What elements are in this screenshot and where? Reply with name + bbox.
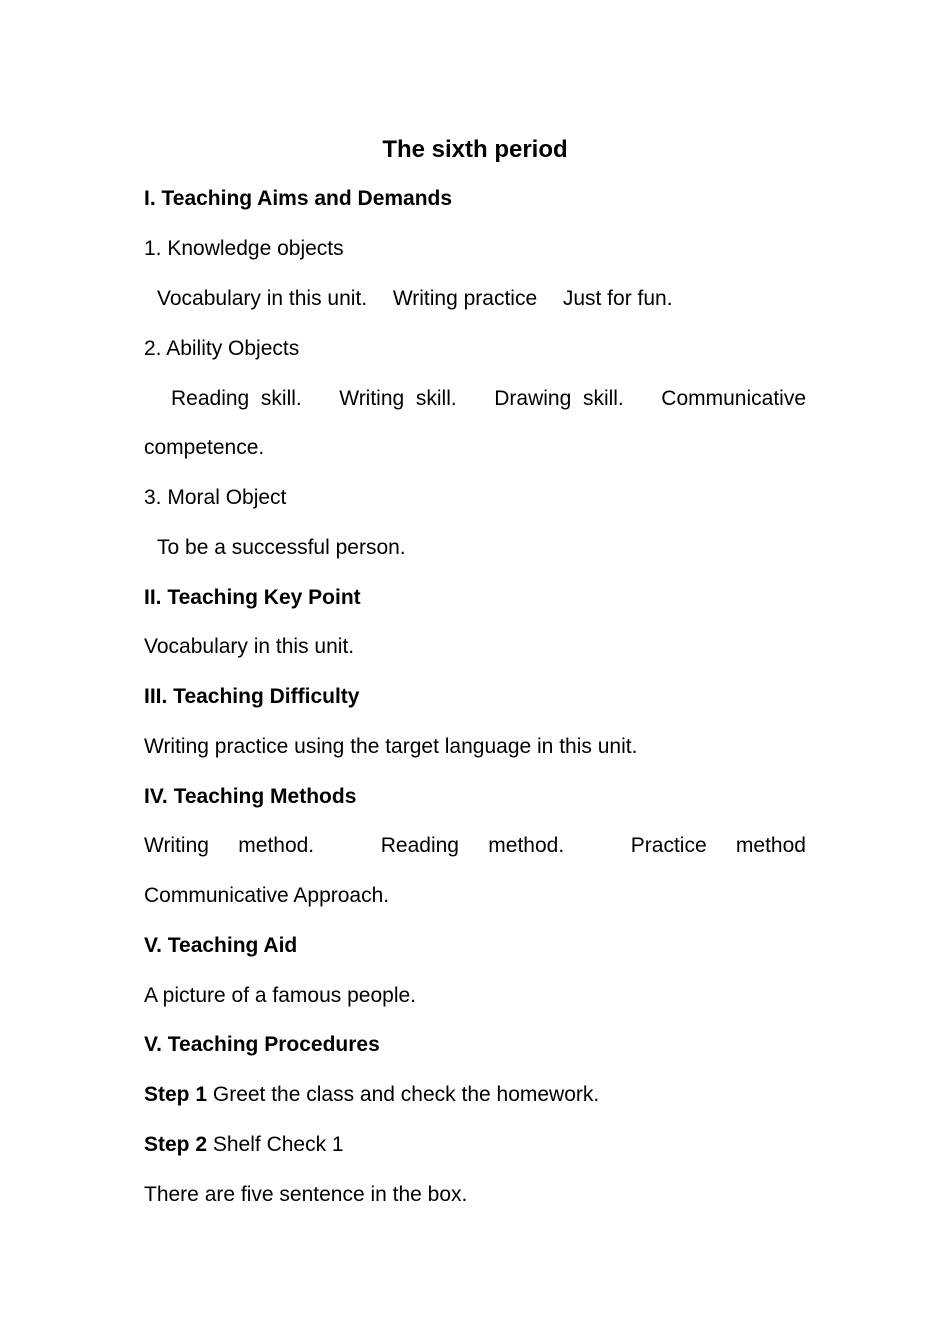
page-title: The sixth period <box>382 136 568 163</box>
key-point-text: Vocabulary in this unit. <box>144 635 355 658</box>
step-1-label: Step 1 <box>144 1083 208 1106</box>
procedures-note: There are five sentence in the box. <box>144 1183 468 1206</box>
knowledge-label: 1. Knowledge objects <box>144 237 344 260</box>
moral-text: To be a successful person. <box>157 536 406 559</box>
ability-label: 2. Ability Objects <box>144 337 300 360</box>
ability-word: Writing <box>339 387 405 410</box>
section-heading-difficulty: III. Teaching Difficulty <box>144 685 360 708</box>
knowledge-item: Just for fun. <box>562 287 673 310</box>
method-word: Reading <box>380 834 459 857</box>
method-word: Writing <box>144 834 209 857</box>
methods-items <box>144 832 806 860</box>
step-1-text: Greet the class and check the homework. <box>207 1083 600 1106</box>
step-2-text: Shelf Check 1 <box>207 1133 344 1156</box>
knowledge-item: Writing practice <box>392 287 538 310</box>
ability-word: Reading <box>171 387 250 410</box>
ability-word: skill. <box>260 387 302 410</box>
knowledge-items <box>144 285 819 313</box>
section-heading-procedures: V. Teaching Procedures <box>144 1033 380 1056</box>
ability-continuation: competence. <box>144 436 265 459</box>
step-2-label: Step 2 <box>144 1133 208 1156</box>
method-word: method. <box>488 834 565 857</box>
method-word: method. <box>238 834 315 857</box>
section-heading-aims: I. Teaching Aims and Demands <box>144 187 453 210</box>
section-heading-methods: IV. Teaching Methods <box>144 785 357 808</box>
ability-word: skill. <box>582 387 624 410</box>
aid-text: A picture of a famous people. <box>144 984 417 1007</box>
ability-items <box>144 385 806 413</box>
section-heading-key-point: II. Teaching Key Point <box>144 586 361 609</box>
method-word: method <box>735 834 806 857</box>
step-1 <box>144 1081 806 1109</box>
methods-continuation: Communicative Approach. <box>144 884 390 907</box>
ability-word: Communicative <box>661 387 806 410</box>
moral-label: 3. Moral Object <box>144 486 287 509</box>
method-word: Practice <box>630 834 707 857</box>
ability-word: skill. <box>415 387 457 410</box>
section-heading-aid: V. Teaching Aid <box>144 934 298 957</box>
difficulty-text: Writing practice using the target language in this unit. <box>144 735 638 758</box>
ability-word: Drawing <box>494 387 572 410</box>
knowledge-item: Vocabulary in this unit. <box>157 287 368 310</box>
step-2 <box>144 1131 806 1159</box>
